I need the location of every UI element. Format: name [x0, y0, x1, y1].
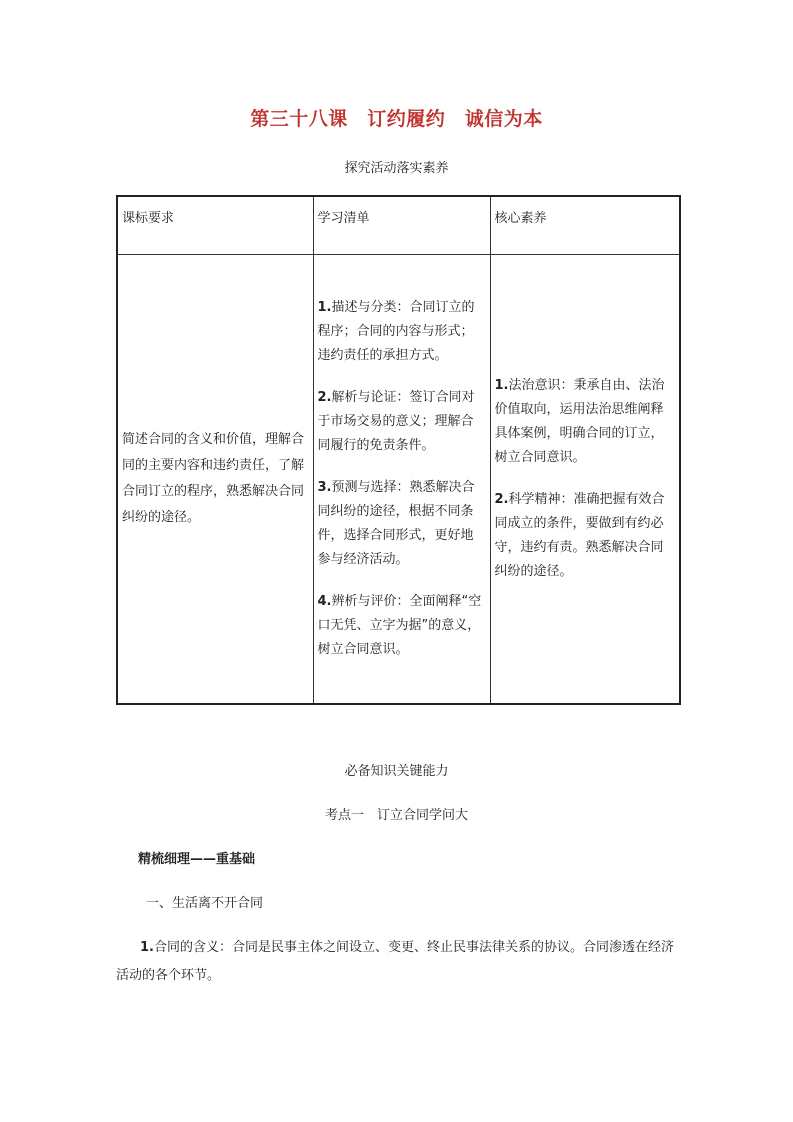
list-item: 2.科学精神：准确把握有效合同成立的条件，要做到有约必守，违约有责。熟悉解决合同纠纷的途径。	[494, 492, 665, 579]
header-core-literacy: 核心素养	[490, 196, 680, 255]
core-literacy-cell	[490, 255, 680, 705]
basics-heading: 精梳细理——重基础	[138, 852, 256, 867]
list-item: 1.描述与分类：合同订立的程序；合同的内容与形式；违约责任的承担方式。	[317, 300, 475, 363]
topic-title: 考点一 订立合同学问大	[324, 808, 468, 823]
section-title: 必备知识关键能力	[344, 764, 449, 779]
page-title: 第三十八课 订约履约 诚信为本	[250, 108, 543, 130]
header-learning-list: 学习清单	[313, 196, 490, 255]
learning-list-cell	[313, 255, 490, 705]
sub-heading: 一、生活离不开合同	[146, 896, 264, 911]
list-item: 3.预测与选择：熟悉解决合同纠纷的途径，根据不同条件，选择合同形式，更好地参与经济活动。	[317, 480, 475, 567]
curriculum-table	[116, 195, 681, 705]
table-body-row	[117, 255, 680, 705]
requirement-cell	[117, 255, 313, 705]
list-item: 4.辨析与评价：全面阐释“空口无凭、立字为据”的意义，树立合同意识。	[317, 594, 482, 657]
requirement-text: 简述合同的含义和价值，理解合同的主要内容和违约责任，了解合同订立的程序，熟悉解决合同纠纷的途径。	[122, 432, 305, 525]
list-item: 2.解析与论证：签订合同对于市场交易的意义；理解合同履行的免责条件。	[317, 390, 475, 453]
header-requirement: 课标要求	[117, 196, 313, 255]
list-item: 1.法治意识：秉承自由、法治价值取向，运用法治思维阐释具体案例，明确合同的订立，树立合同意识。	[494, 378, 665, 465]
table-header-row	[117, 196, 680, 255]
definition-paragraph: 1.合同的含义：合同是民事主体之间设立、变更、终止民事法律关系的协议。合同渗透在经济活动的各个环节。	[116, 940, 674, 983]
section-subtitle: 探究活动落实素养	[344, 161, 449, 176]
